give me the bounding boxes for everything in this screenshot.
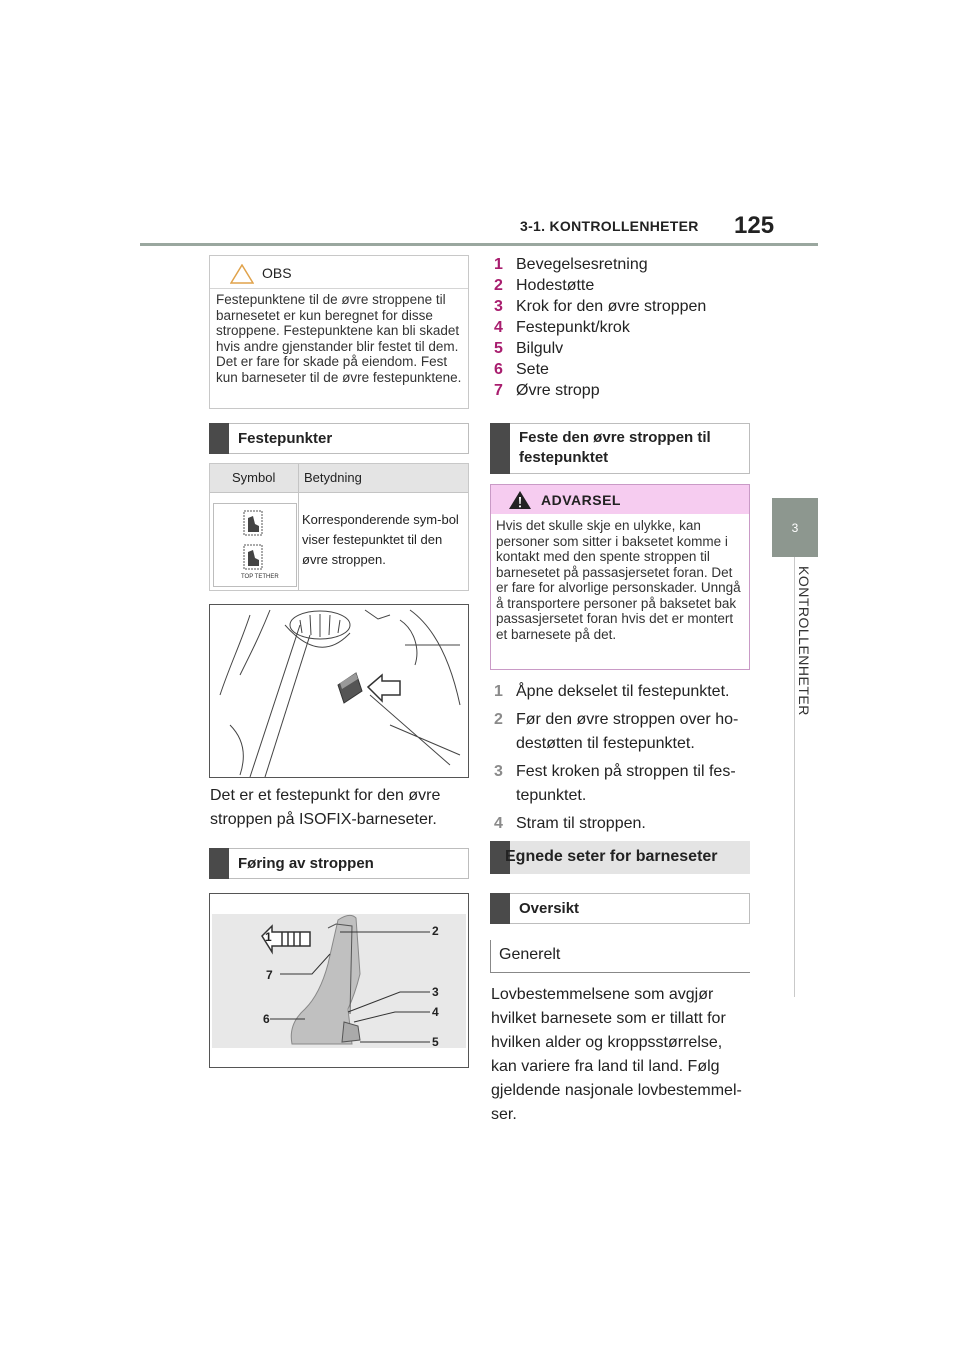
- step-item: 3 Fest kroken på stroppen til fes- tepunktet.: [494, 763, 736, 804]
- callout-label-1: 1: [265, 930, 272, 944]
- legend-item: 2 Hodestøtte: [494, 277, 595, 294]
- callout-label-4: 4: [432, 1005, 439, 1019]
- table-header-meaning: Betydning: [304, 470, 362, 485]
- foring-heading-text: Føring av stroppen: [238, 855, 374, 872]
- header-divider: [140, 243, 818, 246]
- obs-title: OBS: [262, 265, 292, 281]
- oversikt-heading-text: Oversikt: [519, 900, 580, 917]
- table-header-symbol: Symbol: [232, 470, 276, 485]
- callout-label-7: 7: [266, 968, 273, 982]
- warning-notice: [490, 484, 750, 670]
- top-tether-caption: TOP TETHER: [241, 574, 279, 580]
- warning-text: Hvis det skulle skje en ulykke, kan personer som sitter i baksetet komme i kontakt med den spente stroppen til barnesetet på passasjersetet foran. Det er fare for alvorlige personskader. Unngå å transportere personer på baksetet bak passasjersetet foran hvis det er montert et barnesete på det.: [496, 518, 741, 642]
- anchor-illustration: [209, 604, 469, 778]
- legend-item: 1 Bevegelsesretning: [494, 256, 648, 273]
- warning-triangle-icon: [230, 264, 254, 289]
- step-item: 1 Åpne dekselet til festepunktet.: [494, 683, 730, 700]
- generelt-text: Generelt: [499, 946, 561, 963]
- paragraph-line: gjeldende nasjonale lovbestemmel-: [491, 1082, 742, 1099]
- obs-text: Festepunktene til de øvre stroppene til barnesetet er kun beregnet for disse stroppene. Festepunktene kan bli skadet hvis andre gjenstander blir festet til dem. Det er fare for skade på eiendom. Fest kun barneseter til de øvre festepunktene.: [216, 292, 462, 385]
- legend-item: 6 Sete: [494, 361, 549, 378]
- seat-strap-illustration: [209, 893, 469, 1068]
- festepunkter-heading-text: Festepunkter: [238, 430, 333, 447]
- paragraph-line: Lovbestemmelsene som avgjør: [491, 986, 714, 1003]
- callout-label-2: 2: [432, 924, 439, 938]
- egnede-paragraph: [491, 983, 753, 1127]
- chapter-number: 3: [791, 520, 799, 535]
- festepunkter-heading: [209, 423, 469, 454]
- chapter-tab-line: [794, 557, 795, 997]
- step-item: 2 Før den øvre stroppen over ho- destøtten til festepunktet.: [494, 711, 739, 752]
- oversikt-heading: [490, 893, 750, 924]
- legend-item: 5 Bilgulv: [494, 340, 564, 357]
- warning-triangle-icon: [508, 490, 532, 515]
- symbol-table: [209, 463, 469, 591]
- generelt-subheading: [490, 940, 750, 973]
- legend-item: 3 Krok for den øvre stroppen: [494, 298, 707, 315]
- seat-drawing: [210, 894, 468, 1067]
- callout-label-5: 5: [432, 1035, 439, 1049]
- legend-item: 7 Øvre stropp: [494, 382, 600, 399]
- callout-label-6: 6: [263, 1012, 270, 1026]
- callout-label-3: 3: [432, 985, 439, 999]
- egnede-heading-text: Egnede seter for barneseter: [505, 848, 718, 865]
- feste-heading-text: Feste den øvre stroppen til festepunktet: [519, 429, 711, 466]
- warning-title: ADVARSEL: [541, 492, 621, 508]
- legend-item: 4 Festepunkt/krok: [494, 319, 630, 336]
- paragraph-line: ser.: [491, 1106, 517, 1123]
- feste-heading: [490, 423, 750, 474]
- paragraph-line: kan variere fra land til land. Følg: [491, 1058, 720, 1075]
- step-item: 4 Stram til stroppen.: [494, 815, 646, 832]
- paragraph-line: hvilket barnesete som er tillatt for: [491, 1010, 726, 1027]
- step-list: [494, 680, 756, 836]
- section-title: 3-1. KONTROLLENHETER: [520, 218, 699, 234]
- anchor-drawing: [210, 605, 468, 777]
- foring-heading: [209, 848, 469, 879]
- table-col-divider: [298, 464, 299, 590]
- top-tether-symbol: [213, 503, 297, 587]
- chapter-tab-label: KONTROLLENHETER: [796, 566, 812, 716]
- table-meaning-text: Korresponderende sym-bol viser festepunktet til den øvre stroppen.: [302, 512, 459, 567]
- egnede-heading: [490, 841, 750, 874]
- obs-notice: [209, 255, 469, 409]
- legend-list: [494, 254, 754, 401]
- obs-divider: [210, 288, 468, 289]
- chapter-tab[interactable]: [772, 498, 818, 557]
- anchor-caption: Det er et festepunkt for den øvre stroppen på ISOFIX-barneseter.: [210, 787, 441, 828]
- page-number: 125: [734, 212, 775, 239]
- paragraph-line: hvilken alder og kroppsstørrelse,: [491, 1034, 723, 1051]
